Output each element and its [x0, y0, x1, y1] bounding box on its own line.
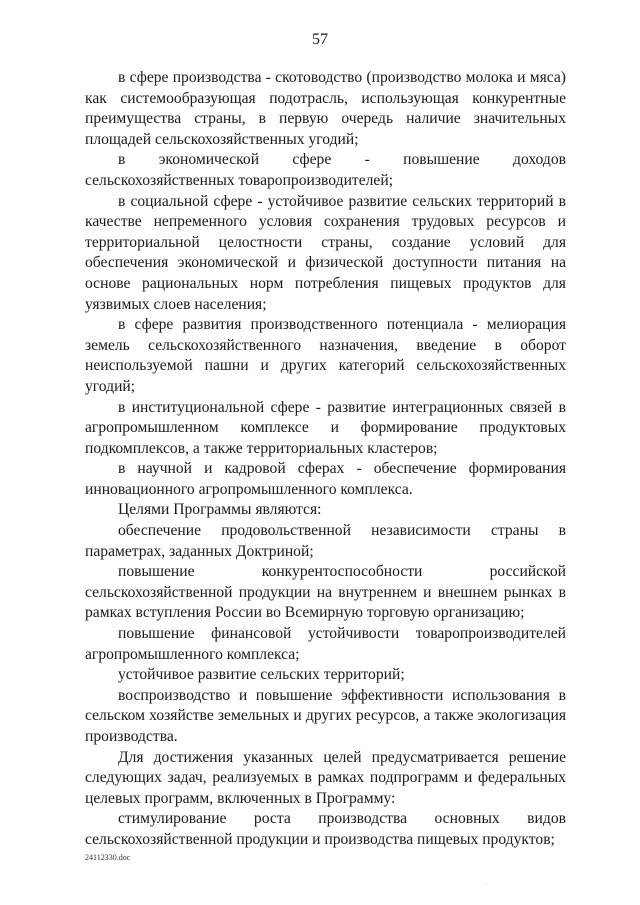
- document-body: [85, 68, 566, 851]
- paragraph: повышение финансовой устойчивости товаропроизводителей агропромышленного комплекса;: [85, 625, 566, 663]
- paragraph: в институциональной сфере - развитие интеграционных связей в агропромышленном комплексе и формирование продуктовых подкомплексов, а также территориальных кластеров;: [85, 398, 566, 457]
- page-number: 57: [312, 31, 328, 48]
- paragraph: воспроизводство и повышение эффективности использования в сельском хозяйстве земельных и других ресурсов, а также экологизация производства.: [85, 686, 566, 745]
- footer-mark: .: [484, 878, 486, 886]
- paragraph: в социальной сфере - устойчивое развитие сельских территорий в качестве непременного условия сохранения трудовых ресурсов и территориальной целостности страны, создание условий для обеспечения экономической и физической доступности питания на основе рациональных норм потребления пищевых продуктов для уязвимых слоев населения;: [85, 192, 566, 313]
- paragraph: обеспечение продовольственной независимости страны в параметрах, заданных Доктриной;: [85, 522, 566, 560]
- paragraph: в сфере развития производственного потенциала - мелиорация земель сельскохозяйственного назначения, введение в оборот неиспользуемой пашни и других категорий сельскохозяйственных угодий;: [85, 316, 566, 395]
- paragraph: стимулирование роста производства основных видов сельскохозяйственной продукции и производства пищевых продуктов;: [85, 810, 566, 848]
- paragraph: повышение конкурентоспособности российской сельскохозяйственной продукции на внутреннем и внешнем рынках в рамках вступления России во Всемирную торговую организацию;: [85, 563, 566, 622]
- paragraph: в научной и кадровой сферах - обеспечение формирования инновационного агропромышленного комплекса.: [85, 460, 566, 498]
- paragraph: Для достижения указанных целей предусматривается решение следующих задач, реализуемых в рамках подпрограмм и федеральных целевых программ, включенных в Программу:: [85, 748, 566, 807]
- paragraph: в сфере производства - скотоводство (производство молока и мяса) как системообразующая подотрасль, использующая конкурентные преимущества страны, в первую очередь наличие значительных площадей сельскохозяйственных угодий;: [85, 69, 566, 148]
- paragraph: в экономической сфере - повышение доходов сельскохозяйственных товаропроизводителей;: [85, 151, 566, 189]
- paragraph: Целями Программы являются:: [118, 501, 322, 519]
- paragraph: устойчивое развитие сельских территорий;: [118, 666, 405, 684]
- footer-file-name: 24112330.doc: [85, 853, 131, 862]
